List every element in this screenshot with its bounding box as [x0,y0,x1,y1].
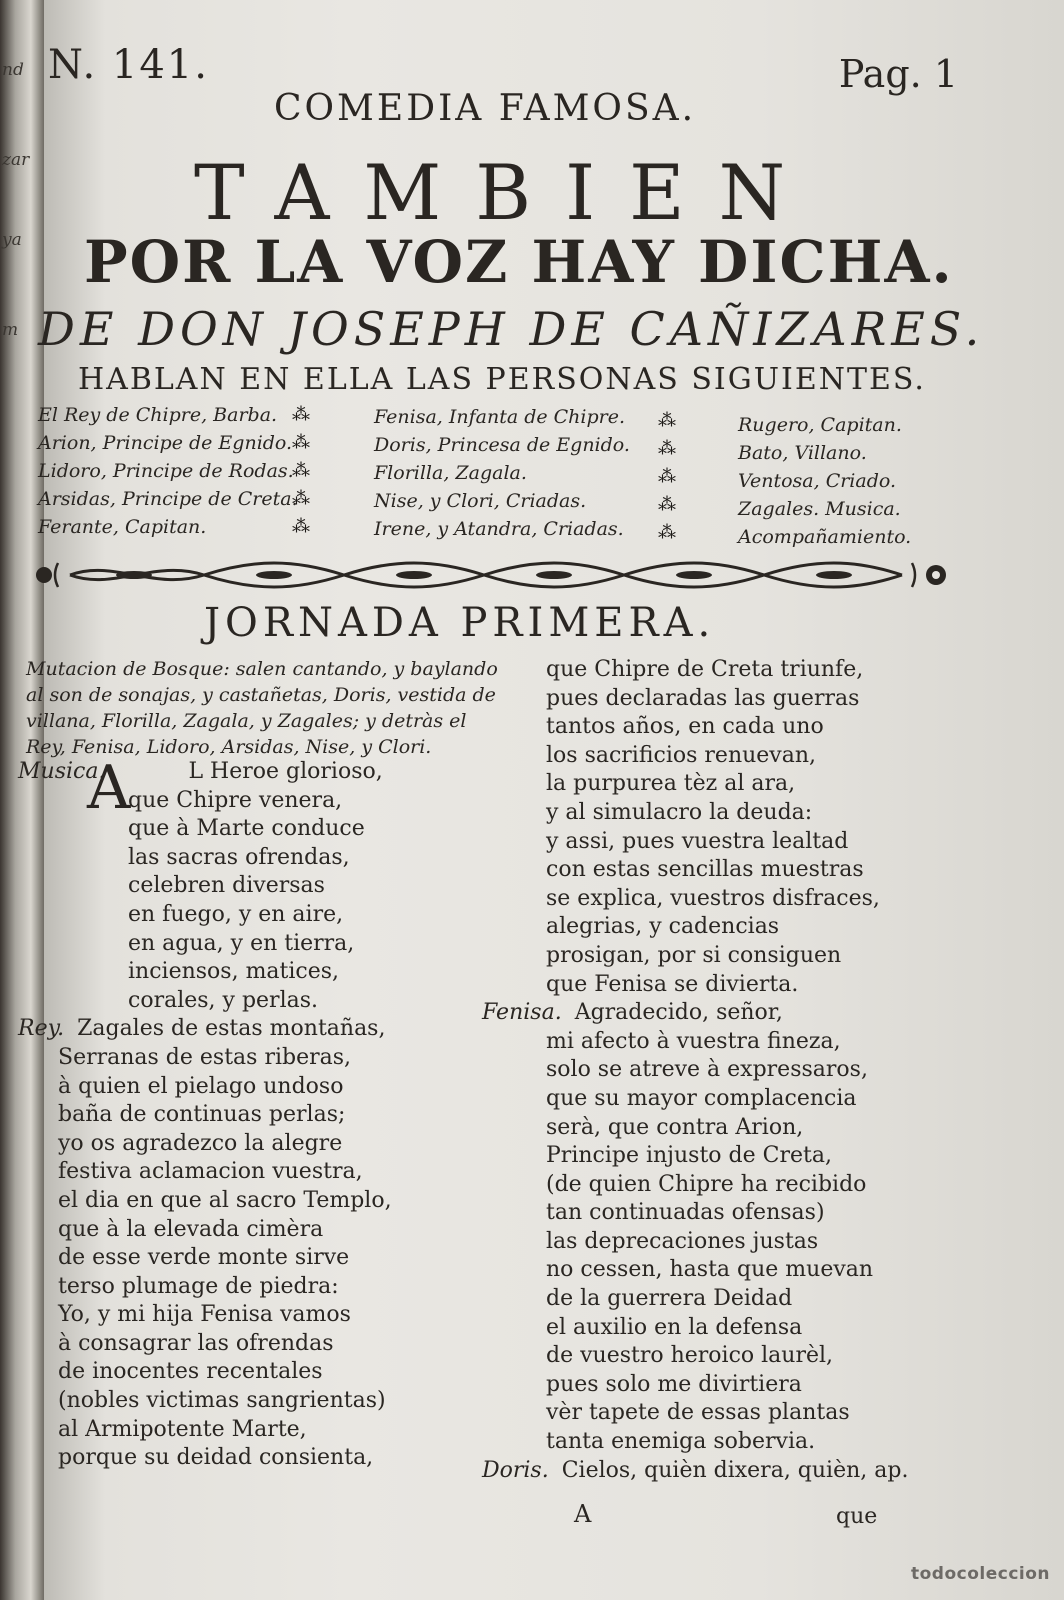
verse-text: de inocentes recentales [58,1359,323,1385]
stage-direction [26,656,498,760]
cast-entry: Rugero, Capitan. [738,414,902,436]
verse-line [18,1444,392,1473]
cast-entry: Nise, y Clori, Criadas. [374,490,587,512]
verse-text: serà, que contra Arion, [546,1114,804,1140]
verse-line [482,885,908,914]
verse-line [18,1416,392,1445]
verse-line [18,815,392,844]
cast-entry: Arsidas, Principe de Creta. [38,488,298,510]
verse-line [18,1273,392,1302]
verse-text: que à Marte conduce [128,816,365,842]
verse-text: de la guerrera Deidad [546,1286,793,1312]
verse-text: que su mayor complacencia [546,1085,857,1111]
watermark: todocoleccion [910,1564,1050,1584]
verse-line [18,1330,392,1359]
verse-text: Serranas de estas riberas, [58,1044,352,1070]
verse-text: que à la elevada cimèra [58,1216,324,1242]
verse-line [18,987,392,1016]
cast-entry: Bato, Villano. [738,442,867,464]
asterism-icon: ⁂ [292,460,312,481]
verse-line [482,742,908,771]
verse-line [482,1457,908,1486]
verse-text: solo se atreve à expressaros, [546,1057,868,1083]
verse-line [482,770,908,799]
cast-entry: Zagales. Musica. [738,498,901,520]
cast-entry: Lidoro, Principe de Rodas. [38,460,294,482]
verse-line [482,1228,908,1257]
verse-text: (nobles victimas sangrientas) [58,1388,386,1414]
asterism-icon: ⁂ [292,488,312,509]
verse-line [482,685,908,714]
ornamental-rule-icon [34,555,954,595]
verse-line [482,1428,908,1457]
verse-line [18,901,392,930]
verse-line [18,1015,392,1044]
cast-entry: Irene, y Atandra, Criadas. [374,518,624,540]
adjacent-page-edge: nd zar ya m [0,0,44,1600]
author-line: DE DON JOSEPH DE CAÑIZARES. [38,302,985,356]
verse-text: y assi, pues vuestra lealtad [546,828,849,854]
verse-line [18,872,392,901]
verse-line [18,1216,392,1245]
verse-line [18,1387,392,1416]
asterism-icon: ⁂ [292,404,312,425]
cast-entry: Ventosa, Criado. [738,470,897,492]
verse-line [482,1256,908,1285]
verse-text: à quien el pielago undoso [58,1073,344,1099]
verse-text: tanta enemiga sobervia. [546,1429,816,1455]
signature-mark: A [574,1500,592,1528]
asterism-icon: ⁂ [658,522,678,543]
verse-text: y al simulacro la deuda: [546,799,813,825]
verse-text: que Chipre venera, [128,787,343,813]
verse-text: con estas sencillas muestras [546,857,864,883]
verse-line [482,656,908,685]
verse-text: las sacras ofrendas, [128,844,350,870]
verse-line [482,713,908,742]
title-kicker: COMEDIA FAMOSA. [274,88,697,129]
verse-text: las deprecaciones justas [546,1228,819,1254]
verse-line [482,913,908,942]
verse-line [482,1085,908,1114]
verse-text: prosigan, por si consiguen [546,942,842,968]
verse-line [18,787,392,816]
verse-text: (de quien Chipre ha recibido [546,1171,867,1197]
verse-text: vèr tapete de essas plantas [546,1400,850,1426]
cast-entry: Doris, Princesa de Egnido. [374,434,630,456]
verse-text: Cielos, quièn dixera, quièn, ap. [561,1457,909,1483]
verse-text: corales, y perlas. [128,987,319,1013]
verse-line [482,1371,908,1400]
verse-text: Yo, y mi hija Fenisa vamos [58,1302,351,1328]
asterism-icon: ⁂ [658,410,678,431]
verse-text: à consagrar las ofrendas [58,1330,334,1356]
verse-column-left [18,753,392,1473]
verse-line [482,1056,908,1085]
title-main: TAMBIEN [194,148,820,237]
speaker-label: Musica. [18,759,113,784]
verse-line [18,1358,392,1387]
verse-text: celebren diversas [128,873,325,899]
verse-line [18,1130,392,1159]
act-heading: JORNADA PRIMERA. [204,600,716,646]
speaker-label: Rey. [18,1016,72,1042]
verse-text: la purpurea tèz al ara, [546,771,796,797]
stage-direction-line: Rey, Fenisa, Lidoro, Arsidas, Nise, y Clori. [26,736,432,758]
verse-line [482,1199,908,1228]
verse-text: no cessen, hasta que muevan [546,1257,874,1283]
verse-column-right [482,656,908,1485]
verse-text: el dia en que al sacro Templo, [58,1187,392,1213]
verse-text: al Armipotente Marte, [58,1416,307,1442]
verse-text: en fuego, y en aire, [128,901,344,927]
verse-line [18,930,392,959]
verse-text: que Chipre de Creta triunfe, [546,657,864,682]
title-subtitle: POR LA VOZ HAY DICHA. [84,228,954,296]
comedy-number: N. 141. [48,42,209,88]
verse-text: tantos años, en cada uno [546,714,824,740]
verse-text: festiva aclamacion vuestra, [58,1159,363,1185]
verse-line [482,1142,908,1171]
verse-line [482,1342,908,1371]
verse-line [482,856,908,885]
verse-line [18,1073,392,1102]
verse-text: Principe injusto de Creta, [546,1143,832,1169]
verse-text: pues solo me divirtiera [546,1371,802,1397]
verse-text: L Heroe glorioso, [188,759,383,784]
asterism-icon: ⁂ [292,516,312,537]
verse-line [18,1044,392,1073]
verse-line [18,758,392,787]
cast-entry: Arion, Principe de Egnido. [38,432,293,454]
verse-text: de vuestro heroico laurèl, [546,1343,834,1369]
asterism-icon: ⁂ [658,438,678,459]
asterism-icon: ⁂ [292,432,312,453]
verse-line [482,1285,908,1314]
verse-line [18,1244,392,1273]
verse-text: yo os agradezco la alegre [58,1130,343,1156]
verse-text: de esse verde monte sirve [58,1245,350,1271]
verse-line [18,1158,392,1187]
verse-line [482,1399,908,1428]
verse-line [18,1301,392,1330]
cast-entry: Fenisa, Infanta de Chipre. [374,406,626,428]
cast-entry: Florilla, Zagala. [374,462,527,484]
verse-line [482,971,908,1000]
verse-text: baña de continuas perlas; [58,1102,346,1128]
verse-line [18,1101,392,1130]
verse-text: pues declaradas las guerras [546,685,860,711]
verse-text: alegrias, y cadencias [546,914,780,940]
asterism-icon: ⁂ [658,494,678,515]
verse-text: mi afecto à vuestra fineza, [546,1028,841,1054]
drop-cap: A [87,753,131,823]
verse-text: en agua, y en tierra, [128,930,355,956]
verse-text: el auxilio en la defensa [546,1314,803,1340]
cast-entry: El Rey de Chipre, Barba. [38,404,278,426]
verse-line [482,799,908,828]
stage-direction-line: al son de sonajas, y castañetas, Doris, vestida de [26,684,496,706]
book-page [18,0,1064,1600]
verse-line [482,1171,908,1200]
verse-line [482,1114,908,1143]
verse-line [482,942,908,971]
verse-text: tan continuadas ofensas) [546,1200,825,1226]
verse-text: Agradecido, señor, [574,1000,783,1026]
verse-text: que Fenisa se divierta. [546,971,799,997]
cast-entry: Acompañamiento. [738,526,912,548]
verse-text: se explica, vuestros disfraces, [546,885,880,911]
verse-line [482,1028,908,1057]
catchword: que [836,1504,878,1529]
verse-line [18,1187,392,1216]
verse-line [482,828,908,857]
stage-direction-line: Mutacion de Bosque: salen cantando, y baylando [26,658,498,680]
asterism-icon: ⁂ [658,466,678,487]
verse-line [482,999,908,1028]
verse-text: los sacrificios renuevan, [546,742,817,768]
stage-direction-line: villana, Florilla, Zagala, y Zagales; y detràs el [26,710,467,732]
page-number: Pag. 1 [838,52,958,96]
speaker-label: Fenisa. [482,1000,569,1026]
verse-line [18,958,392,987]
verse-text: Zagales de estas montañas, [77,1016,386,1042]
verse-line [482,1314,908,1343]
verse-line [18,844,392,873]
cast-entry: Ferante, Capitan. [38,516,207,538]
verse-text: porque su deidad consienta, [58,1445,374,1471]
verse-text: inciensos, matices, [128,959,340,985]
persons-heading: HABLAN EN ELLA LAS PERSONAS SIGUIENTES. [78,362,926,397]
speaker-label: Doris. [482,1457,556,1483]
verse-text: terso plumage de piedra: [58,1273,339,1299]
